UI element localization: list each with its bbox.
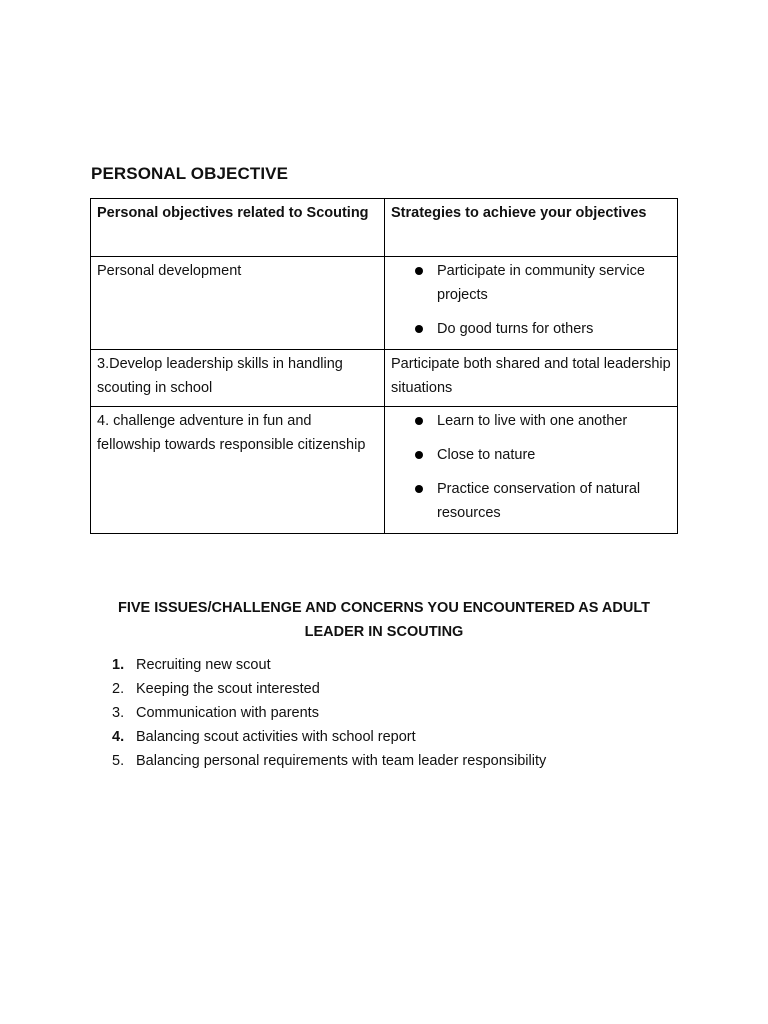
list-item: Do good turns for others — [391, 317, 671, 341]
objective-cell: 3.Develop leadership skills in handling scouting in school — [91, 350, 385, 407]
strategy-cell — [385, 257, 678, 350]
table-row — [91, 350, 678, 407]
bullet-icon — [415, 325, 423, 333]
strategy-list — [391, 409, 671, 525]
list-item: Close to nature — [391, 443, 671, 467]
bullet-icon — [415, 267, 423, 275]
table-row — [91, 257, 678, 350]
list-item: 3. Communication with parents — [112, 705, 319, 721]
objective-cell: Personal development — [91, 257, 385, 350]
list-item: Learn to live with one another — [391, 409, 671, 433]
bullet-icon — [415, 417, 423, 425]
issues-list — [112, 653, 546, 773]
table-row — [91, 407, 678, 534]
table-header-objectives: Personal objectives related to Scouting — [91, 199, 385, 257]
list-item: Practice conservation of natural resources — [391, 477, 671, 525]
list-item: 4. Balancing scout activities with school report — [112, 729, 416, 745]
table-header-strategies: Strategies to achieve your objectives — [385, 199, 678, 257]
bullet-icon — [415, 485, 423, 493]
bullet-icon — [415, 451, 423, 459]
strategy-cell — [385, 407, 678, 534]
objective-cell: 4. challenge adventure in fun and fellowship towards responsible citizenship — [91, 407, 385, 534]
list-item: Participate in community service projects — [391, 259, 671, 307]
page-title: PERSONAL OBJECTIVE — [91, 164, 289, 183]
list-item: 2. Keeping the scout interested — [112, 681, 320, 697]
table-header-row — [91, 199, 678, 257]
objectives-table — [90, 198, 678, 534]
list-item: 1. Recruiting new scout — [112, 657, 271, 673]
strategy-list — [391, 259, 671, 341]
strategy-cell: Participate both shared and total leadership situations — [385, 350, 678, 407]
list-item: 5. Balancing personal requirements with team leader responsibility — [112, 753, 547, 769]
issues-heading: FIVE ISSUES/CHALLENGE AND CONCERNS YOU ENCOUNTERED AS ADULT LEADER IN SCOUTING — [118, 600, 650, 640]
